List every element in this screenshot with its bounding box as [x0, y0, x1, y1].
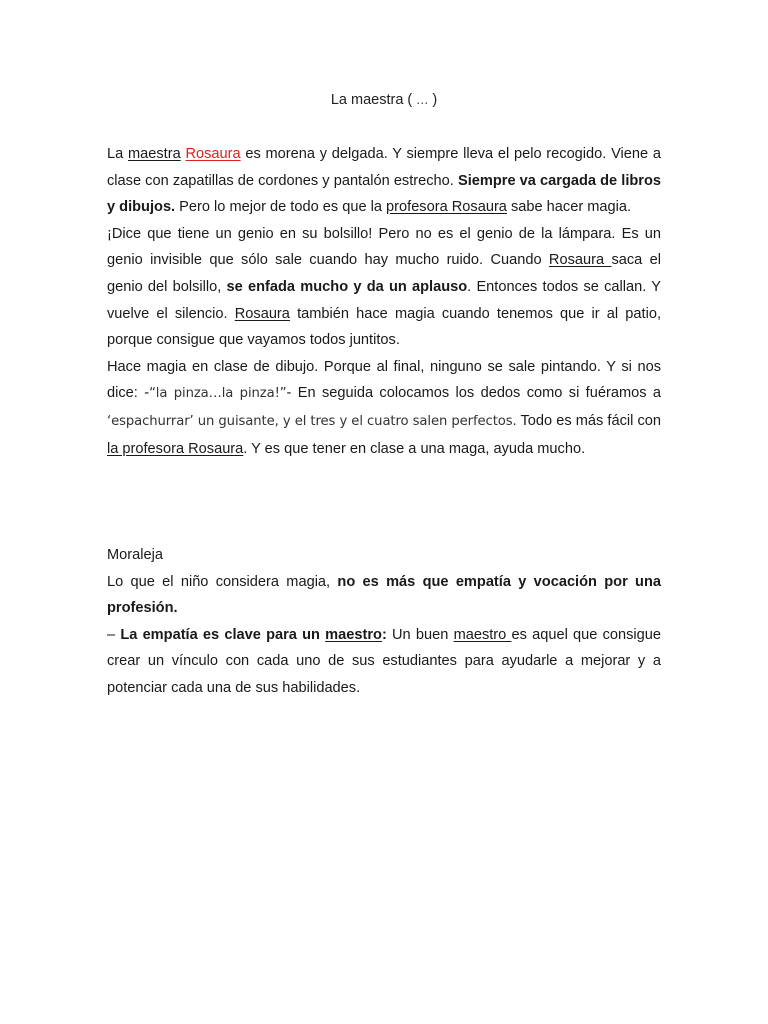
handwritten-quote: ‘espachurrar’ un guisante, y el tres y el cuatro salen perfectos.	[107, 413, 517, 429]
text-run: –	[107, 626, 121, 643]
text-run: Hace magia en clase de dibujo. Porque al final, ninguno se sale pintando. Y si nos dice: -	[107, 358, 661, 402]
underlined-profesora-rosaura: la profesora Rosaura	[107, 440, 244, 457]
bold-phrase: no es más que empatía y vocación por una profesión.	[107, 573, 661, 617]
text-run: es aquel que consigue crear un vínculo con cada uno de sus estudiantes para ayudarle a mejorar y a potenciar cada una de sus habilidades.	[107, 626, 662, 696]
underlined-rosaura: Rosaura	[234, 305, 290, 322]
text-run: saca el genio del bolsillo,	[107, 252, 661, 295]
text-run: Pero lo mejor de todo es que la	[175, 199, 387, 216]
title-close: )	[432, 92, 438, 108]
bold-phrase: La empatía es clave para un	[120, 626, 326, 643]
text-run: Un buen	[386, 626, 454, 643]
moral-heading: Moraleja	[107, 547, 163, 563]
handwritten-quote: “la pinza…la pinza!”	[149, 386, 287, 402]
document-title	[0, 90, 768, 110]
bold-colon: :	[381, 626, 387, 643]
moral-paragraph-2	[107, 622, 661, 702]
underlined-maestra: maestra	[127, 146, 181, 162]
bold-phrase: se enfada mucho y da un aplauso	[226, 278, 468, 295]
title-text: La maestra (	[330, 92, 413, 108]
bold-phrase: Siempre va cargada de libros y dibujos.	[107, 172, 661, 216]
moral-paragraph-1	[107, 569, 661, 622]
text-run: Lo que el niño considera magia,	[107, 573, 338, 590]
text-run: es morena y delgada. Y siempre lleva el pelo recogido. Viene a clase con zapatillas de cordones y pantalón estrecho.	[107, 146, 661, 189]
text-run: también hace magia cuando tenemos que ir al patio, porque consigue que vayamos todos juntitos.	[107, 305, 662, 349]
highlighted-rosaura: Rosaura	[185, 146, 241, 162]
text-run: - En seguida colocamos los dedos como si fuéramos a	[286, 385, 661, 402]
text-run: . Entonces todos se callan. Y vuelve el silencio.	[107, 278, 661, 322]
underlined-maestro: maestro	[453, 626, 512, 643]
story-paragraph-2	[107, 221, 661, 354]
text-run: ¡Dice que tiene un genio en su bolsillo! Pero no es el genio de la lámpara. Es un genio invisible que sólo sale cuando hay mucho ruido. Cuando	[107, 225, 661, 269]
story-paragraph-1	[107, 141, 661, 221]
text-run: Todo es más fácil con	[516, 412, 661, 429]
text-run: La	[107, 146, 128, 162]
story-section	[107, 141, 661, 462]
bold-underlined-maestro: maestro	[325, 626, 382, 643]
moral-section	[107, 542, 661, 702]
story-paragraph-3	[107, 354, 661, 462]
underlined-profesora-rosaura: profesora Rosaura	[386, 199, 507, 216]
underlined-rosaura: Rosaura	[548, 252, 612, 269]
title-ellipsis: …	[416, 93, 429, 107]
text-run: . Y es que tener en clase a una maga, ayuda mucho.	[243, 440, 586, 457]
text-run: sabe hacer magia.	[506, 199, 632, 216]
